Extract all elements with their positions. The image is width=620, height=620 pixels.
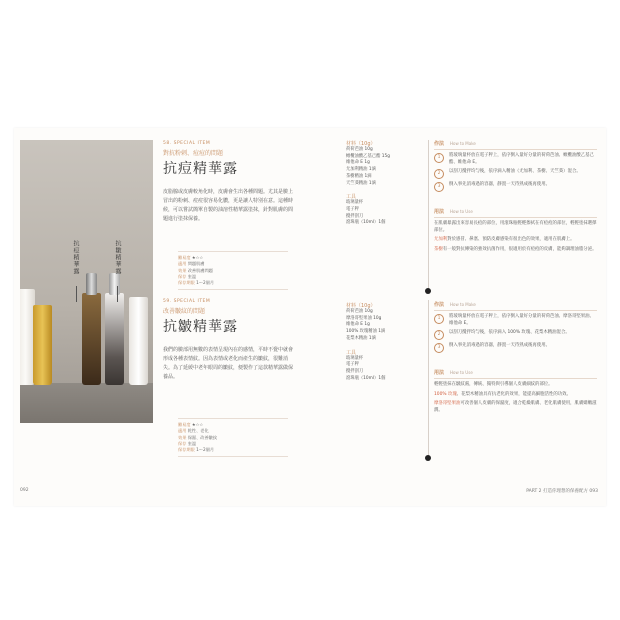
- usage-text: 在肌膚暴露出來容易長痘的部位，用滾珠瓶輕輕擦拭在有痘痘的部位，輕輕塗抹選擇部位。: [434, 221, 597, 233]
- ingredients-acne: [346, 140, 416, 227]
- ingredient-item: 天竺葵精油 1滴: [346, 180, 376, 186]
- step-item: 3 倒入事先消毒過的容器，靜置一天待熟成後再使用。: [434, 182, 597, 192]
- ingredient-item: 花梨木精油 1滴: [346, 335, 376, 341]
- tool-item: 滾珠瓶（10ml）1個: [346, 375, 386, 381]
- item-number: 59. SPECIAL ITEM: [163, 299, 211, 304]
- tool-item: 電子秤: [346, 362, 359, 368]
- bottle-amber: [82, 293, 101, 385]
- ingredient-item: 茶樹精油 1滴: [346, 173, 372, 179]
- recipe-acne: [163, 141, 313, 224]
- tools-heading: 工具: [346, 349, 357, 356]
- page-number-right: PART 2 打造你理想的保養配方 093: [526, 489, 598, 494]
- info-row: 保存 室溫: [178, 273, 197, 279]
- usage-heading: 用法 How to Use: [434, 208, 597, 218]
- recipe-subtitle: 對抗粉刺、痘痘的問題: [163, 150, 224, 157]
- ingredient-item: 維他命 E 1g: [346, 160, 370, 166]
- info-row: 效果 改善肌膚問題: [178, 267, 213, 273]
- tool-item: 玻璃量杯: [346, 200, 364, 206]
- info-row: 難易度 ★☆☆: [178, 422, 204, 427]
- method-acne: [434, 140, 597, 254]
- page-number-left: 092: [20, 488, 29, 493]
- recipe-description: 皮脂腺或皮膚較角化時，皮膚會生出各種問題。尤其是臉上冒出的粉刺、痘痘很容易化膿，更是讓人特別在意。這種時候，可以嘗試簡單自製的油溶性精華露塗抹，針對肌膚的問題進行塗抹保養。: [163, 189, 294, 222]
- divider-line: [428, 140, 429, 290]
- info-row: 保存期限 1～2個月: [178, 280, 215, 286]
- info-row: 效果 保濕、改善皺紋: [178, 434, 218, 440]
- ingredient-item: 維他命 E 1g: [346, 322, 370, 328]
- recipe-title: 抗痘精華露: [163, 161, 238, 177]
- ingredients-wrinkle: [346, 302, 416, 382]
- ingredient-item: 荷荷芭油 10g: [346, 309, 373, 314]
- bottle-yellow: [33, 305, 52, 385]
- label-anti-acne: 抗痘精華露: [72, 240, 79, 275]
- info-row: 適用 乾性、老化: [178, 428, 209, 434]
- method-heading: 作法 How to Make: [434, 301, 597, 311]
- divider-line: [428, 300, 429, 457]
- recipe-description: 我們的臉部用無數的表情呈現內在的感情，平時不覺中就會形成各種表情紋。因為表情或老化而產生的皺紋，很難消失。為了延緩中老年眼周的皺紋，便製作了這款精華露做保養品。: [163, 347, 294, 380]
- recipe-title: 抗皺精華露: [163, 319, 238, 335]
- info-row: 保存 室溫: [178, 440, 197, 446]
- tool-item: 電子秤: [346, 206, 359, 212]
- step-item: 1 將玻璃量杯放在電子秤上，依序倒入量好分量的荷荷芭油、橄欖油酸乙基己酯、維他命 E。: [434, 153, 597, 166]
- usage-heading: 用法 How to Use: [434, 369, 597, 379]
- ingredient-item: 摩洛哥堅果油 10g: [346, 315, 382, 321]
- bottle-gray: [105, 293, 124, 385]
- usage-text: 100% 玫瑰、花梨木精油具有抗老化的效果，能提高細胞活性的功效。: [434, 391, 571, 397]
- label-anti-wrinkle: 抗皺精華露: [114, 240, 121, 275]
- method-wrinkle: [434, 301, 597, 415]
- ingredient-item: 荷荷芭油 10g: [346, 147, 373, 152]
- tool-item: 攪拌刮刀: [346, 368, 364, 374]
- usage-text: 茶樹有一般對抗傳染的強效抗菌作用，很適用於有痘痘的皮膚，能夠調理油脂分泌。: [434, 246, 597, 252]
- recipe-info-box: [178, 418, 288, 457]
- tools-heading: 工具: [346, 194, 357, 201]
- ingredients-heading: 材料（10g）: [346, 303, 376, 309]
- divider-dot: [425, 288, 431, 294]
- info-row: 保存期限 1～2個月: [178, 447, 215, 453]
- info-row: 適用 問題肌膚: [178, 261, 205, 267]
- divider-dot: [425, 455, 431, 461]
- ingredients-heading: 材料（10g）: [346, 141, 376, 147]
- ingredient-item: 尤加利精油 1滴: [346, 167, 376, 173]
- recipe-wrinkle: [163, 299, 313, 382]
- label-leader-right: [117, 286, 118, 302]
- info-row: 難易度 ★☆☆: [178, 255, 204, 260]
- step-item: 2 以刮刀攪拌均勻後，依序滴入 100% 玫瑰、花梨木精油混合。: [434, 330, 597, 340]
- product-photo: [20, 140, 153, 423]
- step-item: 3 倒入事先消毒過的容器，靜置一天待熟成後再使用。: [434, 343, 597, 353]
- usage-text: 摩洛哥堅果油可改善個人皮膚的保濕度，適合乾燥肌膚、老化肌膚使用，肌膚嬌嫩滋潤。: [434, 401, 597, 413]
- method-heading: 作法 How to Make: [434, 140, 597, 150]
- photo-surface: [20, 383, 153, 423]
- ingredient-item: 橄欖油酸乙基己酯 15g: [346, 153, 390, 159]
- item-number: 58. SPECIAL ITEM: [163, 141, 211, 146]
- usage-text: 輕輕塗抹在皺紋處，傳統、獨特與引導個人皮膚細紋的部位。: [434, 382, 553, 388]
- bottle-amber-cap: [86, 273, 97, 295]
- tool-item: 滾珠瓶（10ml）1個: [346, 220, 386, 226]
- usage-text: 尤加利對於感冒、鼻塞、預防皮膚感染有很出色的效果，適用在肌膚上。: [434, 237, 575, 243]
- step-item: 1 將玻璃量杯放在電子秤上，依序倒入量好分量的荷荷芭油、摩洛哥堅果油、維他命 E。: [434, 314, 597, 327]
- bottle-clear-2: [129, 297, 148, 385]
- recipe-info-box: [178, 251, 288, 290]
- step-item: 2 以刮刀攪拌均勻後，依序滴入精油（尤加利、茶樹、天竺葵）混合。: [434, 169, 597, 179]
- tool-item: 攪拌刮刀: [346, 213, 364, 219]
- recipe-subtitle: 改善皺紋的問題: [163, 308, 206, 315]
- bottle-gray-cap: [109, 273, 120, 295]
- ingredient-item: 100% 玫瑰精油 1滴: [346, 329, 386, 335]
- label-leader-left: [76, 286, 77, 302]
- tool-item: 玻璃量杯: [346, 355, 364, 361]
